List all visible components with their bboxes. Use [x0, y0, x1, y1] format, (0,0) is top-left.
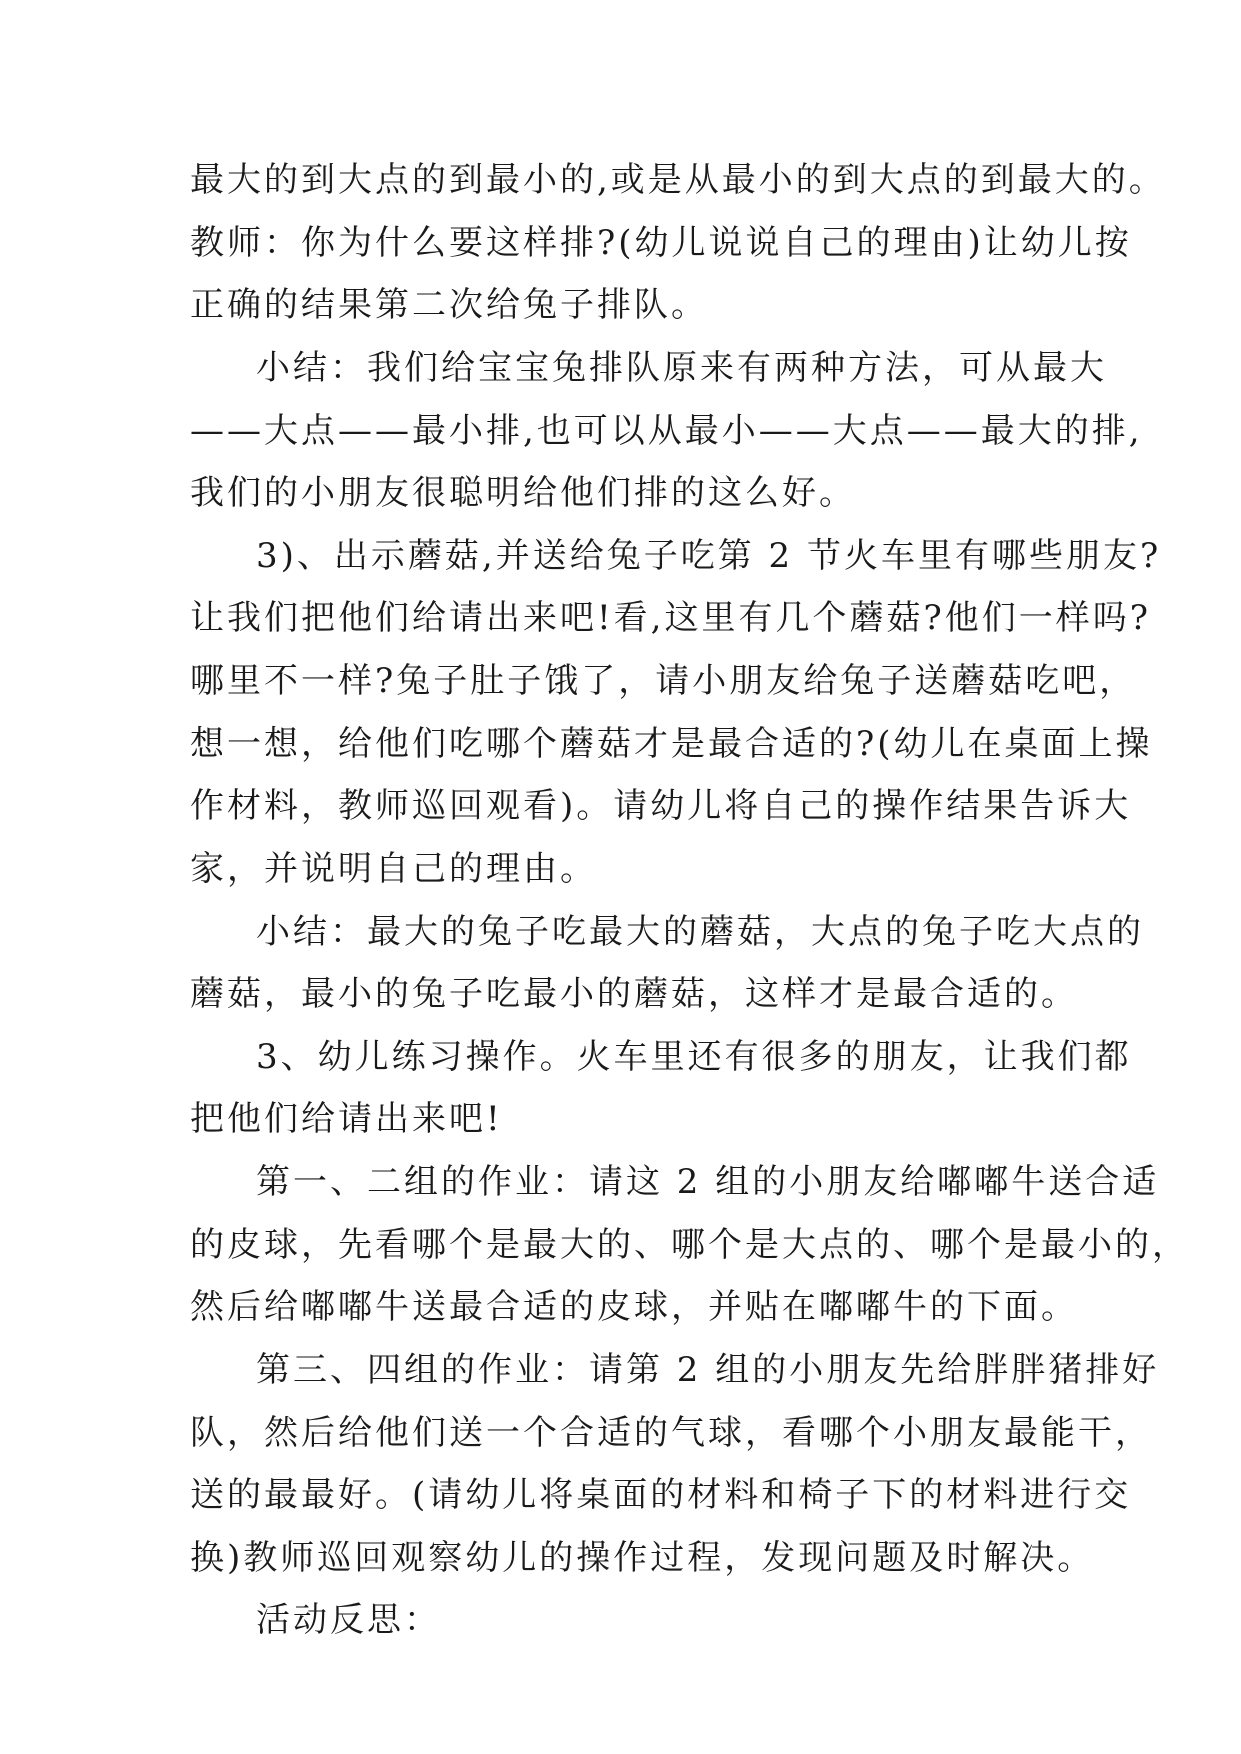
- text-line: 然后给嘟嘟牛送最合适的皮球，并贴在嘟嘟牛的下面。: [190, 1287, 1078, 1327]
- text-line: 换)教师巡回观察幼儿的操作过程，发现问题及时解决。: [190, 1538, 1095, 1578]
- text-line: 哪里不一样?兔子肚子饿了，请小朋友给兔子送蘑菇吃吧，: [190, 661, 1137, 701]
- text-line: 3、幼儿练习操作。火车里还有很多的朋友，让我们都: [256, 1037, 1132, 1077]
- text-line: 作材料，教师巡回观看)。请幼儿将自己的操作结果告诉大: [190, 786, 1132, 826]
- text-line: 家，并说明自己的理由。: [190, 849, 597, 889]
- section-heading: 活动反思：: [256, 1600, 441, 1640]
- text-line: 蘑菇，最小的兔子吃最小的蘑菇，这样才是最合适的。: [190, 974, 1078, 1014]
- text-line: 3)、出示蘑菇,并送给兔子吃第 2 节火车里有哪些朋友?: [256, 536, 1162, 576]
- text-line: 正确的结果第二次给兔子排队。: [190, 285, 708, 325]
- text-line: 第一、二组的作业：请这 2 组的小朋友给嘟嘟牛送合适: [256, 1162, 1160, 1202]
- text-line: 队，然后给他们送一个合适的气球，看哪个小朋友最能干，: [190, 1413, 1152, 1453]
- text-line: ——大点——最小排,也可以从最小——大点——最大的排,: [190, 411, 1143, 451]
- text-line: 最大的到大点的到最小的,或是从最小的到大点的到最大的。: [190, 160, 1166, 200]
- text-line: 小结：我们给宝宝兔排队原来有两种方法，可从最大: [256, 348, 1107, 388]
- text-line: 的皮球，先看哪个是最大的、哪个是大点的、哪个是最小的，: [190, 1225, 1189, 1265]
- text-line: 教师：你为什么要这样排?(幼儿说说自己的理由)让幼儿按: [190, 223, 1132, 263]
- text-line: 让我们把他们给请出来吧!看,这里有几个蘑菇?他们一样吗?: [190, 598, 1151, 638]
- text-line: 把他们给请出来吧!: [190, 1099, 503, 1139]
- text-line: 小结：最大的兔子吃最大的蘑菇，大点的兔子吃大点的: [256, 912, 1144, 952]
- text-line: 送的最最好。(请幼儿将桌面的材料和椅子下的材料进行交: [190, 1475, 1132, 1515]
- text-line: 我们的小朋友很聪明给他们排的这么好。: [190, 473, 856, 513]
- text-line: 第三、四组的作业：请第 2 组的小朋友先给胖胖猪排好: [256, 1350, 1160, 1390]
- text-line: 想一想，给他们吃哪个蘑菇才是最合适的?(幼儿在桌面上操: [190, 724, 1153, 764]
